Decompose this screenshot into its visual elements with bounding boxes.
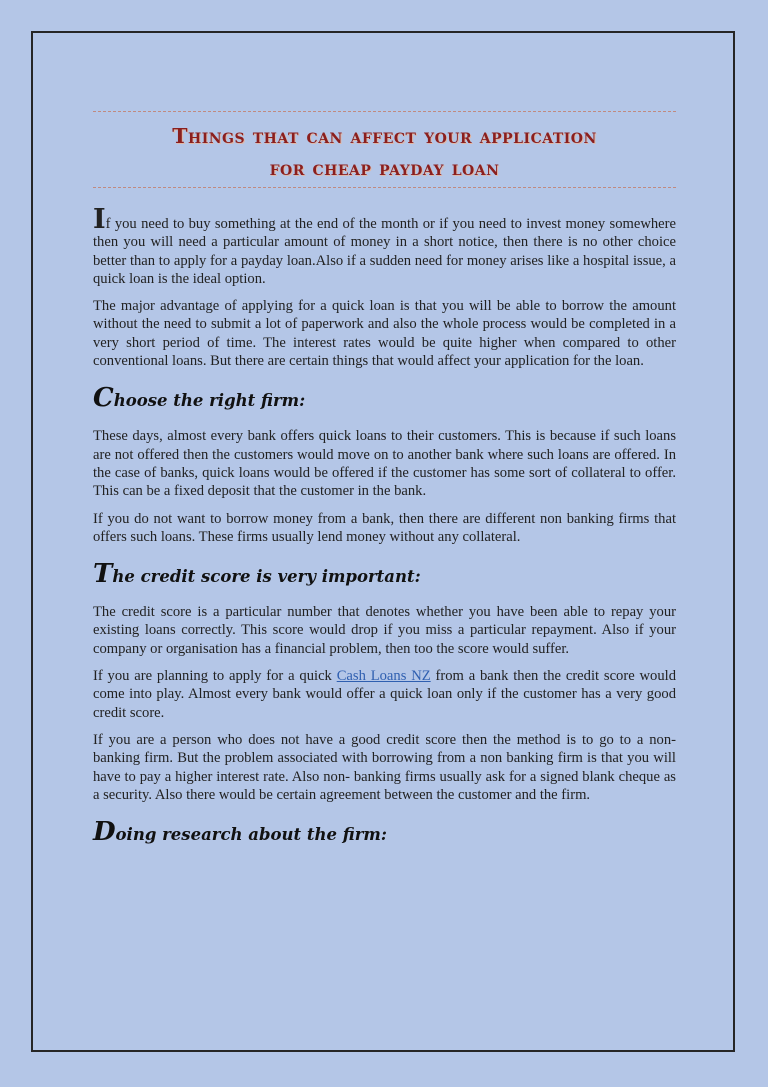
heading-text: he credit score is very important: bbox=[112, 567, 421, 587]
firm-paragraph-1: These days, almost every bank offers quick loans to their customers. This is because if such loans are not offered then the customers would move on to another bank where such loans are offered. In the case of banks, quick loans would be offered if the customer has some sort of collateral to offer. This can be a fixed deposit that the customer in the bank. bbox=[93, 428, 676, 500]
heading-cap: T bbox=[93, 559, 113, 590]
credit-paragraph-1: The credit score is a particular number that denotes whether you have been able to repay your existing loans correctly. This score would drop if you miss a particular repayment. Also if your company or organisation has a financial problem, then too the score would suffer. bbox=[93, 604, 676, 657]
title-line-1: Things that can affect your application bbox=[172, 124, 597, 148]
section-credit-score bbox=[93, 561, 676, 804]
heading-cap: C bbox=[93, 383, 114, 414]
section-choose-firm bbox=[93, 385, 676, 546]
title-line-2: for cheap payday loan bbox=[269, 156, 500, 180]
cash-loans-nz-link[interactable]: Cash Loans NZ bbox=[336, 668, 431, 685]
drop-cap: I bbox=[93, 204, 106, 235]
section-research bbox=[93, 819, 676, 848]
document-body bbox=[93, 204, 676, 861]
heading-credit-score bbox=[93, 561, 676, 590]
document-title bbox=[93, 111, 676, 188]
heading-text: oing research about the firm: bbox=[115, 825, 387, 845]
heading-research bbox=[93, 819, 676, 848]
credit-paragraph-2 bbox=[93, 667, 676, 722]
firm-paragraph-2: If you do not want to borrow money from a bank, then there are different non banking firms that offers such loans. These firms usually lend money without any collateral. bbox=[93, 510, 676, 545]
intro-paragraph-1-text: f you need to buy something at the end of the month or if you need to invest money somewhere then you will need a particular amount of money in a short notice, then there is no other choice better than to apply for a payday loan.Also if a sudden need for money arises like a hospital issue, a quick loan is the ideal option. bbox=[93, 216, 676, 287]
intro-paragraph-2: The major advantage of applying for a quick loan is that you will be able to borrow the amount without the need to submit a lot of paperwork and also the whole process would be completed in a very short period of time. The interest rates would be quite higher when compared to other conventional loans. But there are certain things that would affect your application for the loan. bbox=[93, 298, 676, 370]
heading-text: hoose the right firm: bbox=[113, 391, 306, 411]
heading-choose-firm bbox=[93, 385, 676, 414]
credit-paragraph-2-after: from a bank then the credit score would come into play. Almost every bank would offer a quick loan only if the customer has a very good credit score. bbox=[93, 668, 676, 721]
credit-paragraph-2-before: If you are planning to apply for a quick bbox=[93, 668, 337, 685]
intro-paragraph-1 bbox=[93, 204, 676, 288]
credit-paragraph-3: If you are a person who does not have a good credit score then the method is to go to a non- banking firm. But the problem associated with borrowing from a non banking firm is that you will have to pay a higher interest rate. Also non- banking firms usually ask for a signed blank cheque as a security. Also there would be certain agreement between the customer and the firm. bbox=[93, 731, 676, 803]
heading-cap: D bbox=[93, 817, 116, 848]
